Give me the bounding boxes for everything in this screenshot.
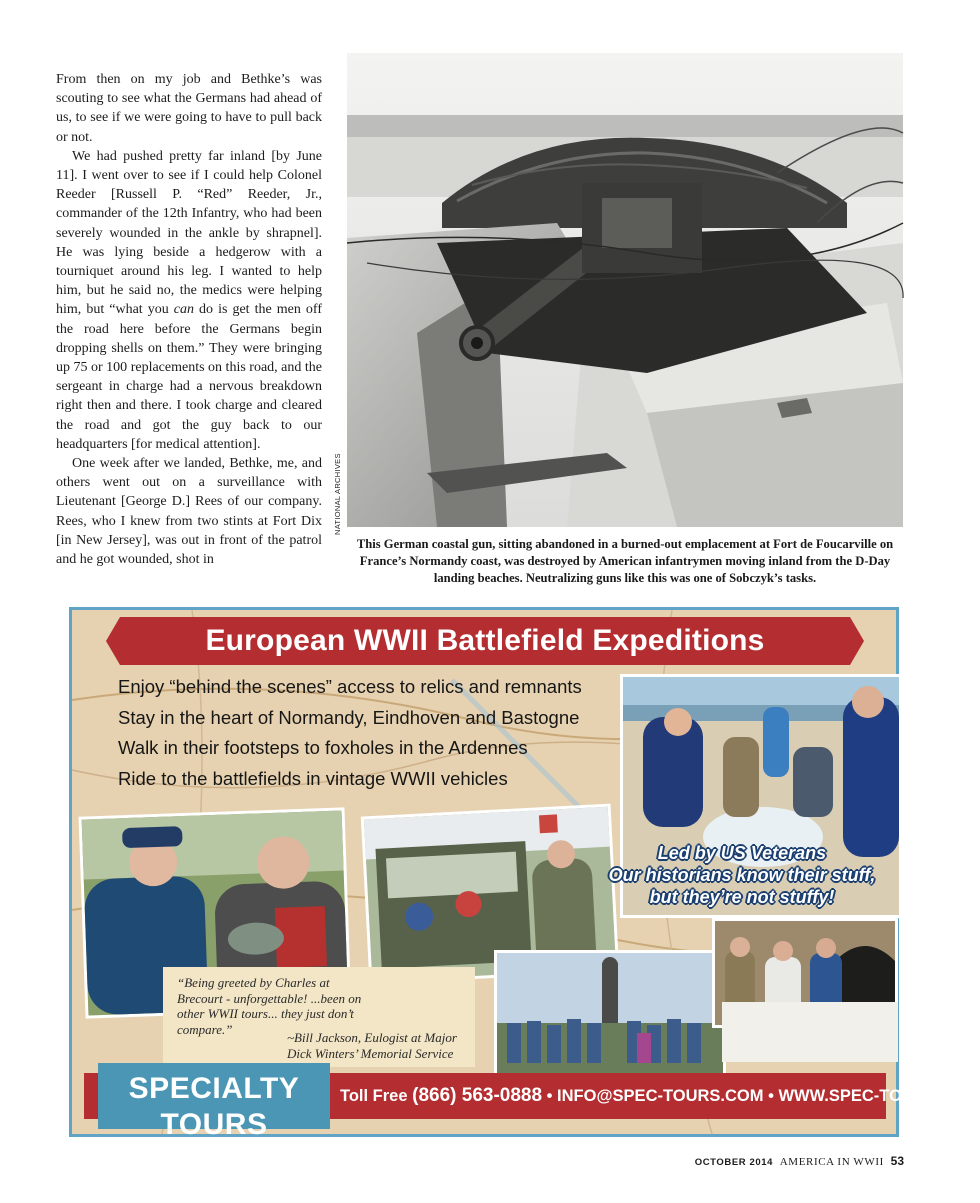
photo-caption: This German coastal gun, sitting abandoned in a burned-out emplacement at Fort de Foucarville on France’s Normandy coast, was destroyed by American infantrymen moving inland from the D-Day landing beaches. Neutralizing guns like this was one of Sobczyk’s tasks. [356,537,894,585]
ad-feature: Walk in their footsteps to foxholes in the Ardennes [118,737,528,758]
article-paragraph [56,147,322,454]
article-text: do is get the men off the road here before the Germans begin dropping shells on them.” They were bringing up 75 or 100 replacements on this road, and the sergeant in charge had a nervous breakdown right then and there. I took charge and cleared the road and got the guy back to our headquarters [for medical attention]. [56,302,322,452]
logo-name: SPECIALTY TOURS [128,1072,300,1141]
magazine-name: AMERICA IN WWII [779,1156,884,1168]
testimonial-attribution: ~Bill Jackson, Eulogist at Major Dick Winters’ Memorial Service [287,1030,457,1061]
veterans-line: but they’re not stuffy! [649,887,835,907]
website-link[interactable]: WWW.SPEC-TOURS.COM [778,1087,980,1105]
email-link[interactable]: INFO@SPEC-TOURS.COM [557,1087,764,1105]
contact-line [340,1073,980,1119]
article-text: We had pushed pretty far inland [by June 11]. I went over to see if I could help Colonel Reeder [Russell P. “Red” Reeder, Jr., commander of the 12th Infantry, who had been severely wounded in the ankle by shrapnel]. He was lying beside a hedgerow with a tourniquet around his leg. I wanted to help him, but he said no, the medics were helping him, but “what you [56,148,322,318]
ad-feature: Stay in the heart of Normandy, Eindhoven and Bastogne [118,706,580,728]
logo-tagline: TOURS & DESTINATIONS FOR THE LIFE-LONG LEARNER [117,1143,311,1161]
article-column [56,70,322,569]
toll-free-label: Toll Free [340,1087,408,1105]
veterans-line: Led by US Veterans [657,843,827,863]
coastal-gun-illustration [347,53,903,527]
ad-headline: European WWII Battlefield Expeditions [120,617,850,665]
photo-credit: NATIONAL ARCHIVES [333,453,342,535]
ad-feature: Enjoy “behind the scenes” access to relics and remnants [118,676,582,697]
separator-dot: • [768,1087,774,1105]
ad-feature: Ride to the battlefields in vintage WWII vehicles [118,767,508,789]
page-footer [695,1154,904,1168]
coastal-gun-photo [347,53,903,527]
testimonial-quote: “Being greeted by Charles at Brecourt - unforgettable! ...been on other WWII tours... they just don’t compare.” [177,975,362,1037]
group-statue-photo [494,950,726,1080]
veterans-line: Our historians know their stuff, [608,865,876,885]
phone-number[interactable]: (866) 563-0888 [412,1085,543,1106]
specialty-tours-logo[interactable] [98,1063,330,1161]
testimonial-box [163,967,475,1067]
page-number: 53 [890,1154,904,1168]
separator-dot: • [546,1087,553,1105]
group-image [497,953,723,1077]
article-paragraph: From then on my job and Bethke’s was scouting to see what the Germans had ahead of us, to see if we were going to have to pull back or not. [56,72,322,145]
article-emphasis: can [173,302,194,318]
article-paragraph: One week after we landed, Bethke, me, and others went out on a surveillance with Lieutenant [George D.] Rees of our company. Rees, who I knew from two stints at Fort Dix [in New Jersey], was out in front of the patrol and he got wounded, shot in [56,456,322,568]
ad-feature-list [118,672,582,794]
map-table-photo [722,1002,898,1062]
veterans-callout [592,842,892,908]
issue-date: OCTOBER 2014 [694,1157,774,1168]
